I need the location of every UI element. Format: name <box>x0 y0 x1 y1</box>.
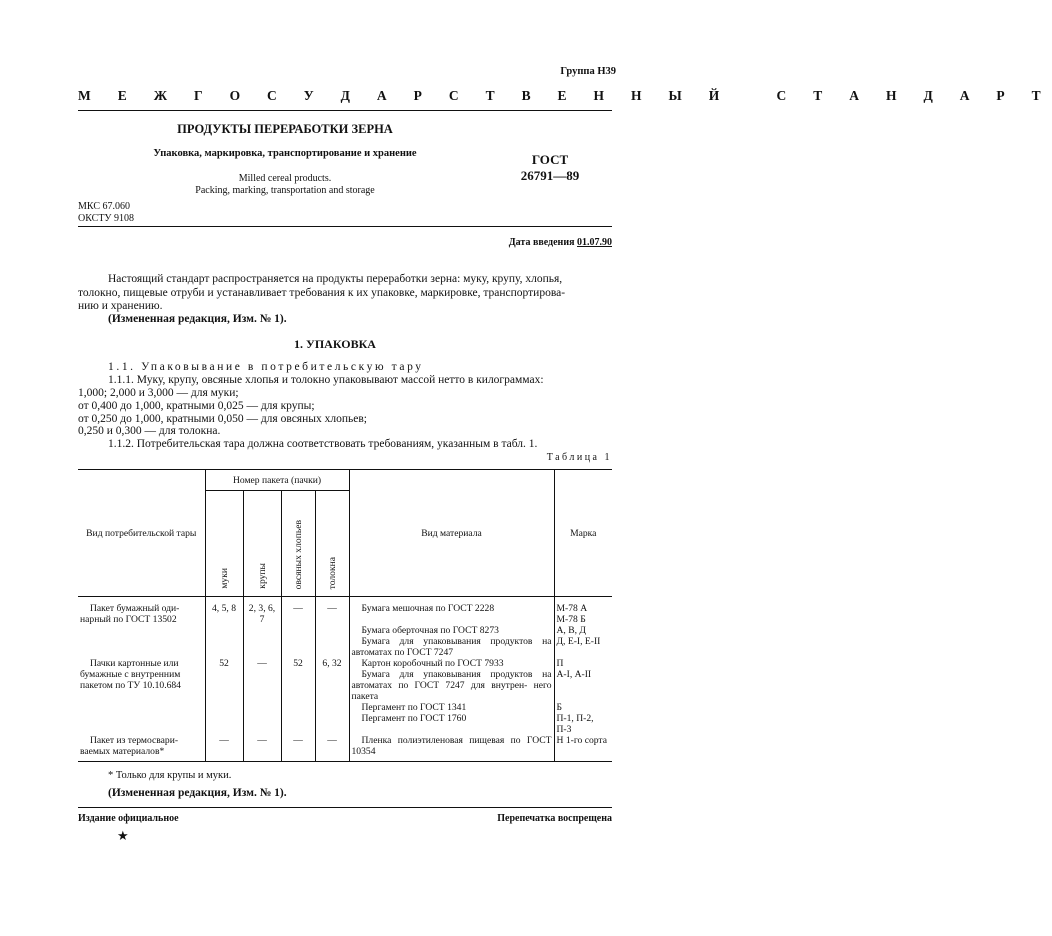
row2-mark-4: П-1, П-2, П-3 <box>556 713 594 735</box>
row1-kind: Пакет бумажный оди- нарный по ГОСТ 13502 <box>78 597 205 659</box>
header-mark: Марка <box>554 470 612 597</box>
mks-code: МКС 67.060 <box>78 201 130 212</box>
row1-mark-3: Д, Е-I, Е-II <box>556 636 601 647</box>
mass-flour: 1,000; 2,000 и 3,000 — для муки; <box>78 387 239 399</box>
title-en-2: Packing, marking, transportation and storage <box>195 185 375 196</box>
row1-tolokno: — <box>315 597 349 659</box>
mass-tolokno: 0,250 и 0,300 — для толокна. <box>78 425 221 437</box>
row2-grain: — <box>243 658 281 735</box>
row2-material-3: Пергамент по ГОСТ 1341 <box>349 702 554 713</box>
row2-material-1: Картон коробочный по ГОСТ 7933 <box>349 658 554 669</box>
mass-oat: от 0,250 до 1,000, кратными 0,050 — для овсяных хлопьев; <box>78 413 367 425</box>
doc-title: ПРОДУКТЫ ПЕРЕРАБОТКИ ЗЕРНА <box>177 122 393 136</box>
row2-oat: 52 <box>281 658 315 735</box>
table-label: Таблица 1 <box>546 452 612 463</box>
header-oat: овсяных хлопьев <box>292 519 304 589</box>
mass-grain: от 0,400 до 1,000, кратными 0,025 — для крупы; <box>78 400 315 412</box>
row3-tolokno: — <box>315 735 349 762</box>
row2-tolokno: 6, 32 <box>315 658 349 735</box>
standard-heading: М Е Ж Г О С У Д А Р С Т В Е Н Н Ы Й С Т А Н Д А Р Т <box>78 88 1052 103</box>
row3-grain: — <box>243 735 281 762</box>
row1-material-3: Бумага для упаковывания продуктов на автоматах по ГОСТ 7247 <box>349 636 554 658</box>
intro-line-1: Настоящий стандарт распространяется на продукты переработки зерна: муку, крупу, хлопья, <box>108 273 563 285</box>
header-tolokno: толокна <box>326 556 338 589</box>
row3-oat: — <box>281 735 315 762</box>
footer-rule <box>78 807 612 808</box>
clause-1-1-2: 1.1.2. Потребительская тара должна соответствовать требованиям, указанным в табл. 1. <box>108 438 538 450</box>
row2-kind: Пачки картонные или бумажные с внутренним пакетом по ТУ 10.10.684 <box>78 658 205 735</box>
group-code: Группа Н39 <box>560 66 616 77</box>
header-grain: крупы <box>256 563 268 589</box>
amendment-note-2: (Измененная редакция, Изм. № 1). <box>108 787 287 799</box>
row3-mark-1: Н 1-го сорта <box>554 735 612 762</box>
row1-grain: 2, 3, 6, 7 <box>243 597 281 659</box>
header-packet: Номер пакета (пачки) <box>205 470 349 491</box>
amendment-note: (Измененная редакция, Изм. № 1). <box>108 313 287 325</box>
header-kind: Вид потребительской тары <box>78 470 205 597</box>
row2-mark-1: П <box>556 658 564 669</box>
okstu-code: ОКСТУ 9108 <box>78 213 135 224</box>
row1-mark-1: М-78 А М-78 Б <box>556 603 588 625</box>
reprint-notice: Перепечатка воспрещена <box>497 813 612 824</box>
row2-material-2: Бумага для упаковывания продуктов на автоматах по ГОСТ 7247 для внутрен- него пакета <box>349 669 554 702</box>
clause-1-1: 1.1. Упаковывание в потребительскую тару <box>108 361 424 373</box>
row3-material-1: Пленка полиэтиленовая пищевая по ГОСТ 10354 <box>349 735 554 762</box>
row3-kind: Пакет из термосвари- ваемых материалов* <box>78 735 205 762</box>
row2-flour: 52 <box>205 658 243 735</box>
row1-mark-2: А, В, Д <box>556 625 586 636</box>
section-heading: 1. УПАКОВКА <box>294 337 376 351</box>
title-en-1: Milled cereal products. <box>238 173 332 184</box>
intro-line-2: толокно, пищевые отруби и устанавливает требования к их упаковке, маркировке, транспортирова- <box>78 287 566 299</box>
header-rule-2 <box>78 226 612 227</box>
row2-mark-3: Б <box>556 702 563 713</box>
row3-flour: — <box>205 735 243 762</box>
clause-1-1-1: 1.1.1. Муку, крупу, овсяные хлопья и толокно упаковывают массой нетто в килограммах: <box>108 374 544 386</box>
gost-number: 26791—89 <box>520 168 580 183</box>
header-flour: муки <box>218 568 230 589</box>
table-footnote: * Только для крупы и муки. <box>108 770 232 781</box>
row2-material-4: Пергамент по ГОСТ 1760 <box>349 713 554 735</box>
intro-line-3: нию и хранению. <box>78 300 163 312</box>
star-icon: ★ <box>117 828 129 843</box>
doc-subtitle: Упаковка, маркировка, транспортирование и хранение <box>153 148 417 159</box>
packaging-table <box>78 469 612 762</box>
official-edition: Издание официальное <box>78 813 179 824</box>
effective-date: Дата введения 01.07.90 <box>508 237 612 248</box>
header-rule <box>78 110 612 111</box>
row1-material-2: Бумага оберточная по ГОСТ 8273 <box>349 625 554 636</box>
gost-label: ГОСТ <box>531 152 569 167</box>
row1-oat: — <box>281 597 315 659</box>
row1-material-1: Бумага мешочная по ГОСТ 2228 <box>349 597 554 626</box>
header-material: Вид материала <box>349 470 554 597</box>
row1-flour: 4, 5, 8 <box>205 597 243 659</box>
row2-mark-2: А-I, А-II <box>556 669 592 680</box>
